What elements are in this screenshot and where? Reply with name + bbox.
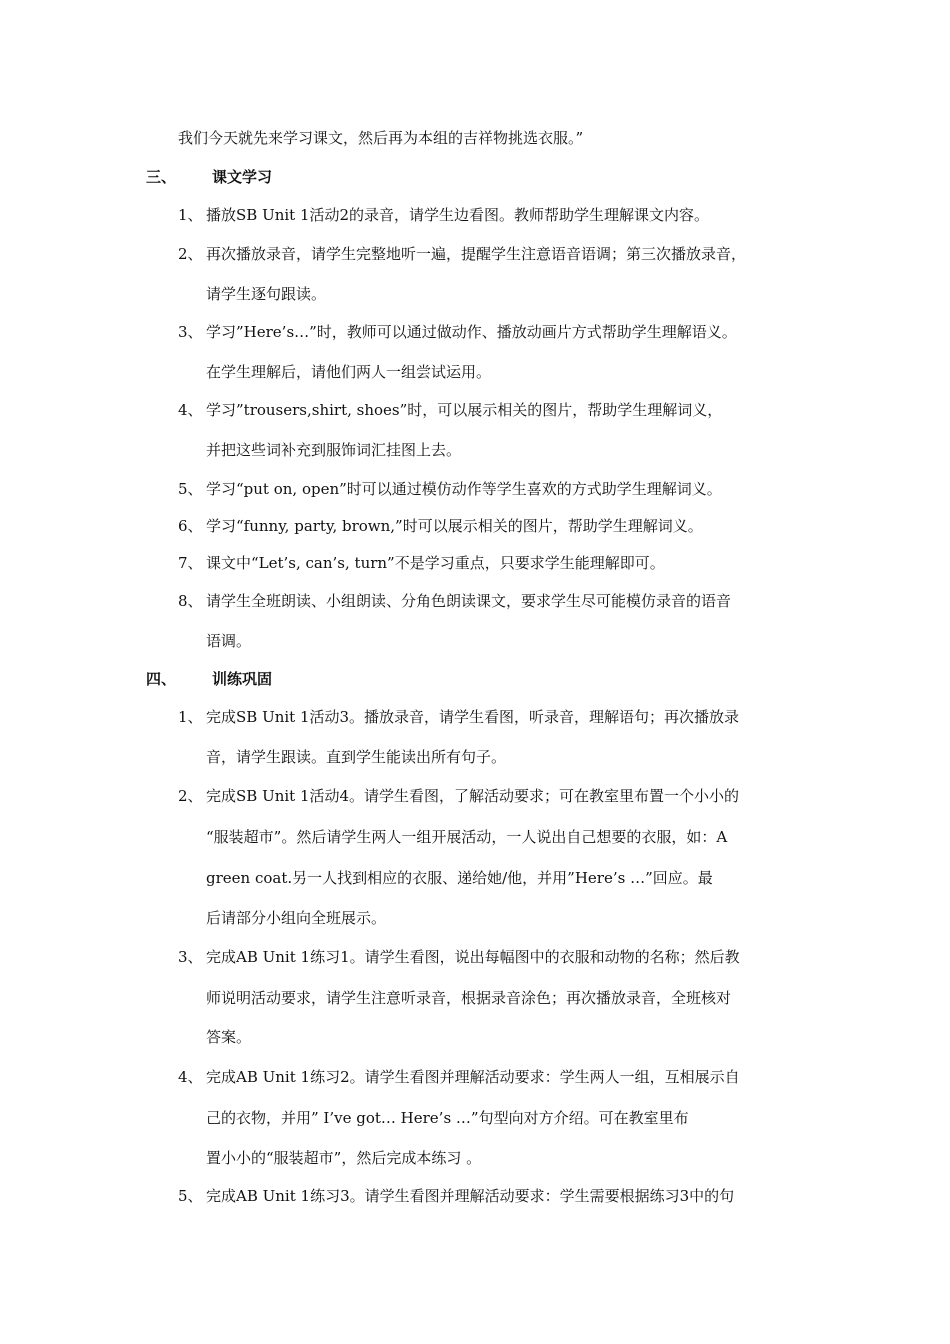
s3-item-3-line-1: 学习”Here’s…”时，教师可以通过做动作、播放动画片方式帮助学生理解语义。: [206, 323, 737, 341]
s4-item-3-line-3: 答案。: [206, 1028, 252, 1046]
s3-item-5-line-1: 学习“put on, open”时可以通过模仿动作等学生喜欢的方式助学生理解词义。: [206, 480, 722, 498]
s4-item-1-line-1: 完成SB Unit 1活动3。播放录音，请学生看图，听录音，理解语句；再次播放录: [206, 708, 740, 726]
s4-item-1-num: 1、: [178, 708, 203, 726]
s3-item-3-line-2: 在学生理解后，请他们两人一组尝试运用。: [206, 363, 492, 381]
s3-item-2-line-2: 请学生逐句跟读。: [206, 285, 327, 303]
s4-item-4-line-2: 己的衣物，并用” I’ve got… Here’s …”句型向对方介绍。可在教室里布: [206, 1109, 689, 1127]
s4-item-5-line-1: 完成AB Unit 1练习3。请学生看图并理解活动要求：学生需要根据练习3中的句: [206, 1187, 735, 1205]
section-4-title: 训练巩固: [212, 670, 273, 688]
s4-item-3-line-1: 完成AB Unit 1练习1。请学生看图，说出每幅图中的衣服和动物的名称；然后教: [206, 948, 740, 966]
s3-item-6-num: 6、: [178, 517, 203, 535]
s3-item-1-num: 1、: [178, 206, 203, 224]
s3-item-5-num: 5、: [178, 480, 203, 498]
s3-item-4-num: 4、: [178, 401, 203, 419]
s4-item-4-line-3: 置小小的“服装超市”，然后完成本练习 。: [206, 1149, 482, 1167]
s3-item-3-num: 3、: [178, 323, 203, 341]
s3-item-7-num: 7、: [178, 554, 203, 572]
s4-item-2-line-2: “服装超市”。然后请学生两人一组开展活动，一人说出自己想要的衣服，如：A: [206, 828, 728, 846]
s4-item-4-num: 4、: [178, 1068, 203, 1086]
s4-item-2-line-4: 后请部分小组向全班展示。: [206, 909, 387, 927]
s3-item-7-line-1: 课文中“Let’s, can’s, turn”不是学习重点，只要求学生能理解即可。: [206, 554, 665, 572]
section-4-number: 四、: [146, 670, 177, 688]
s4-item-3-num: 3、: [178, 948, 203, 966]
section-3-number: 三、: [146, 168, 177, 186]
s4-item-3-line-2: 师说明活动要求，请学生注意听录音，根据录音涂色；再次播放录音，全班核对: [206, 989, 732, 1007]
s3-item-2-line-1: 再次播放录音，请学生完整地听一遍，提醒学生注意语音语调；第三次播放录音，: [206, 245, 747, 263]
s3-item-1-line-1: 播放SB Unit 1活动2的录音，请学生边看图。教师帮助学生理解课文内容。: [206, 206, 710, 224]
section-3-title: 课文学习: [212, 168, 273, 186]
s4-item-1-line-2: 音，请学生跟读。直到学生能读出所有句子。: [206, 748, 507, 766]
s3-item-8-line-2: 语调。: [206, 632, 252, 650]
s4-item-2-num: 2、: [178, 787, 203, 805]
intro-line: 我们今天就先来学习课文，然后再为本组的吉祥物挑选衣服。”: [178, 129, 584, 147]
s4-item-4-line-1: 完成AB Unit 1练习2。请学生看图并理解活动要求：学生两人一组，互相展示自: [206, 1068, 740, 1086]
s3-item-6-line-1: 学习“funny, party, brown,”时可以展示相关的图片，帮助学生理解词义。: [206, 517, 703, 535]
s4-item-2-line-3: green coat.另一人找到相应的衣服、递给她/他，并用”Here’s …”回应。最: [206, 869, 713, 887]
s3-item-4-line-2: 并把这些词补充到服饰词汇挂图上去。: [206, 441, 462, 459]
s3-item-2-num: 2、: [178, 245, 203, 263]
s4-item-2-line-1: 完成SB Unit 1活动4。请学生看图，了解活动要求；可在教室里布置一个小小的: [206, 787, 740, 805]
s3-item-8-line-1: 请学生全班朗读、小组朗读、分角色朗读课文，要求学生尽可能模仿录音的语音: [206, 592, 732, 610]
s4-item-5-num: 5、: [178, 1187, 203, 1205]
s3-item-4-line-1: 学习”trousers,shirt, shoes”时，可以展示相关的图片，帮助学生理解词义，: [206, 401, 723, 419]
s3-item-8-num: 8、: [178, 592, 203, 610]
